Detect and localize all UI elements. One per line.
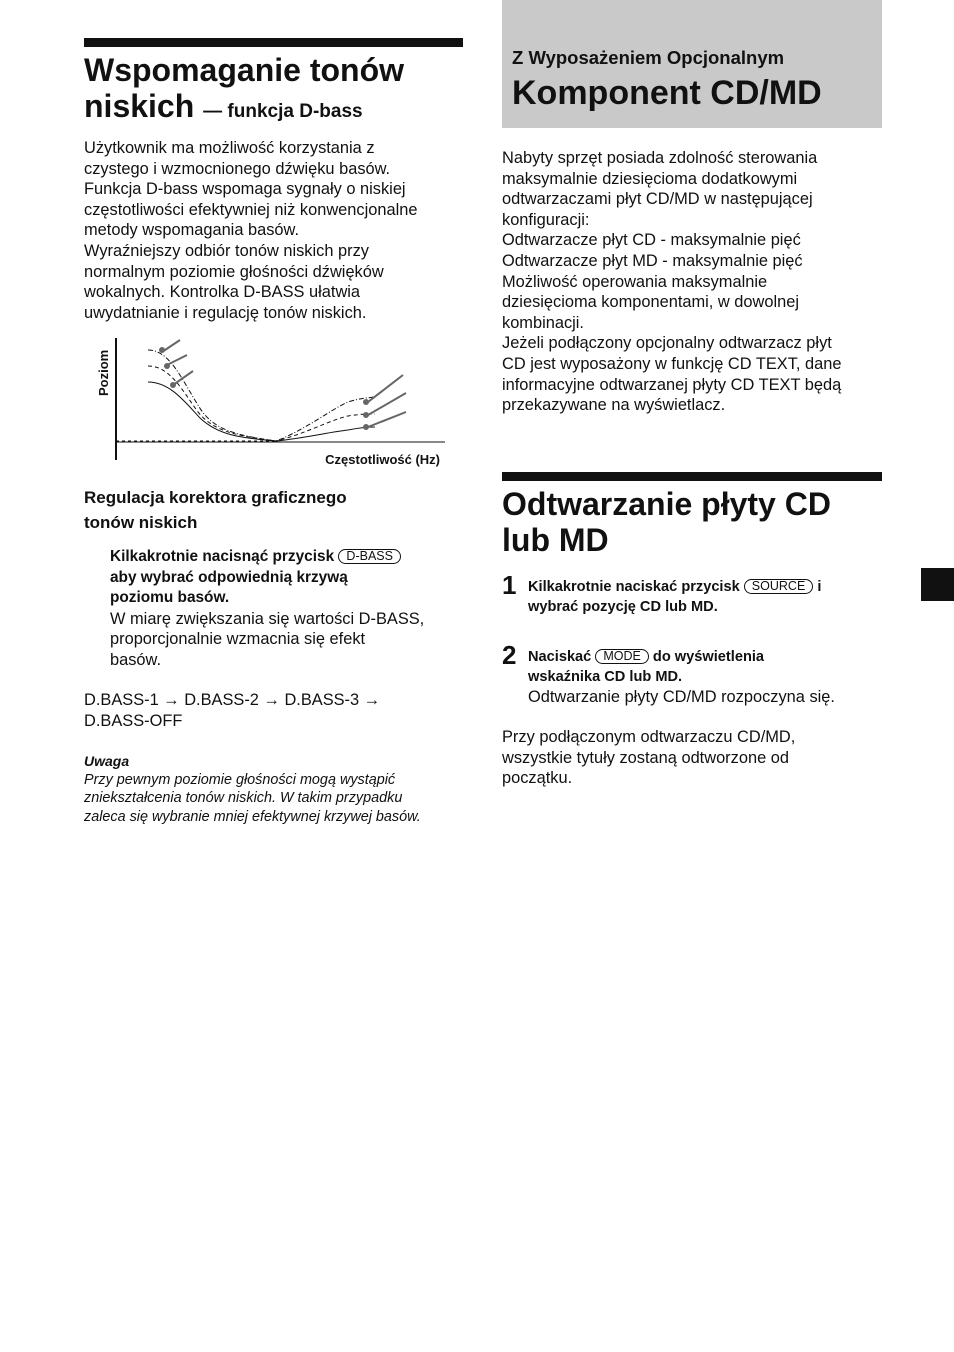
curve-marker <box>164 363 170 369</box>
left-note: Uwaga Przy pewnym poziomie głośności mogą wystąpić zniekształcenia tonów niskich. W takim przypadku zaleca się wybranie mniej efektywnej krzywej basów. <box>84 752 484 826</box>
curve-dbass-2 <box>148 366 375 441</box>
dbass-curve-diagram <box>90 330 450 475</box>
mode-button[interactable]: MODE <box>595 649 649 664</box>
curve-marker <box>363 412 369 418</box>
dbass-step: D.BASS-3 <box>284 691 360 709</box>
curve-marker <box>363 399 369 405</box>
source-button[interactable]: SOURCE <box>744 579 813 594</box>
pointer-line <box>368 412 406 427</box>
left-intro-line: Funkcja D-bass wspomaga sygnały o niskiej <box>84 180 406 199</box>
curve-marker <box>363 424 369 430</box>
dbass-step: D.BASS-2 <box>184 691 259 709</box>
chart-ylabel: Poziom <box>96 349 111 396</box>
left-intro-line: normalnym poziomie głośności dźwięków <box>84 262 384 281</box>
left-title <box>84 52 484 130</box>
dbass-step: D.BASS-OFF <box>84 711 183 730</box>
left-subheading: Regulacja korektora graficznego tonów niskich <box>84 488 347 532</box>
right-section-rule <box>502 472 882 481</box>
chart-xlabel: Częstotliwość (Hz) <box>325 452 440 467</box>
left-title-line1: Wspomaganie tonów <box>84 52 404 88</box>
left-intro-line: częstotliwości efektywniej niż konwencjonalne <box>84 200 418 219</box>
arrow-icon: → <box>263 691 280 709</box>
pointer-line <box>167 355 187 365</box>
left-title-suffix: — funkcja D-bass <box>203 101 363 122</box>
header-title: Komponent CD/MD <box>512 74 822 112</box>
section-tab-marker <box>921 568 954 601</box>
arrow-icon: → <box>363 691 381 709</box>
left-intro-line: wokalnych. Kontrolka D-BASS ułatwia <box>84 283 361 302</box>
left-intro-line: czystego i wzmocnionego dźwięku basów. <box>84 159 391 178</box>
pointer-line <box>368 393 406 415</box>
left-intro-line: uwydatnianie i regulację tonów niskich. <box>84 303 367 322</box>
step-number: 1 <box>502 570 517 600</box>
arrow-icon: → <box>163 691 180 709</box>
curve-dbass-3 <box>148 350 375 441</box>
left-intro <box>84 138 474 323</box>
left-instruction: Kilkakrotnie nacisnąć przycisk D-BASS aby wybrać odpowiednią krzywą poziomu basów. W miarę zwiększania się wartości D-BASS, proporcjonalnie wzmacnia się efekt basów. <box>110 548 425 669</box>
right-intro: Nabyty sprzęt posiada zdolność sterowania maksymalnie dziesięcioma dodatkowymi odtwarzaczami płyt CD/MD w następującej konfiguracji: Odtwarzacze płyt CD - maksymalnie pięć Odtwarzacze płyt MD - maksymalnie pięć Możliwość operowania maksymalnie dziesięcioma komponentami, w dowolnej kombinacji. Jeżeli podłączony opcjonalny odtwarzacz płyt CD jest wyposażony w funkcję CD TEXT, dane informacyjne odtwarzanej płyty CD TEXT będą przekazywane na wyświetlacz. <box>502 149 842 415</box>
right-closing: Przy podłączonym odtwarzaczu CD/MD, wszystkie tytuły zostaną odtworzone od początku. <box>502 728 796 788</box>
dbass-step: D.BASS-1 <box>84 691 159 709</box>
dbass-sequence <box>84 690 474 731</box>
left-intro-line: Użytkownik ma możliwość korzystania z <box>84 139 375 157</box>
curve-marker <box>159 347 165 353</box>
curve-dbass-1 <box>148 382 375 441</box>
left-intro-line: Wyraźniejszy odbiór tonów niskich przy <box>84 241 369 260</box>
note-title: Uwaga <box>84 753 130 769</box>
curve-marker <box>170 382 176 388</box>
left-title-line2: niskich <box>84 88 195 124</box>
step-number: 2 <box>502 640 517 670</box>
left-intro-line: metody wspomagania basów. <box>84 221 300 240</box>
right-section-title: Odtwarzanie płyty CD lub MD <box>502 486 831 558</box>
d-bass-button[interactable]: D-BASS <box>338 549 401 564</box>
right-header-box <box>502 0 882 128</box>
pointer-line <box>173 371 193 385</box>
left-top-rule <box>84 38 463 47</box>
header-subtitle: Z Wyposażeniem Opcjonalnym <box>512 47 785 68</box>
